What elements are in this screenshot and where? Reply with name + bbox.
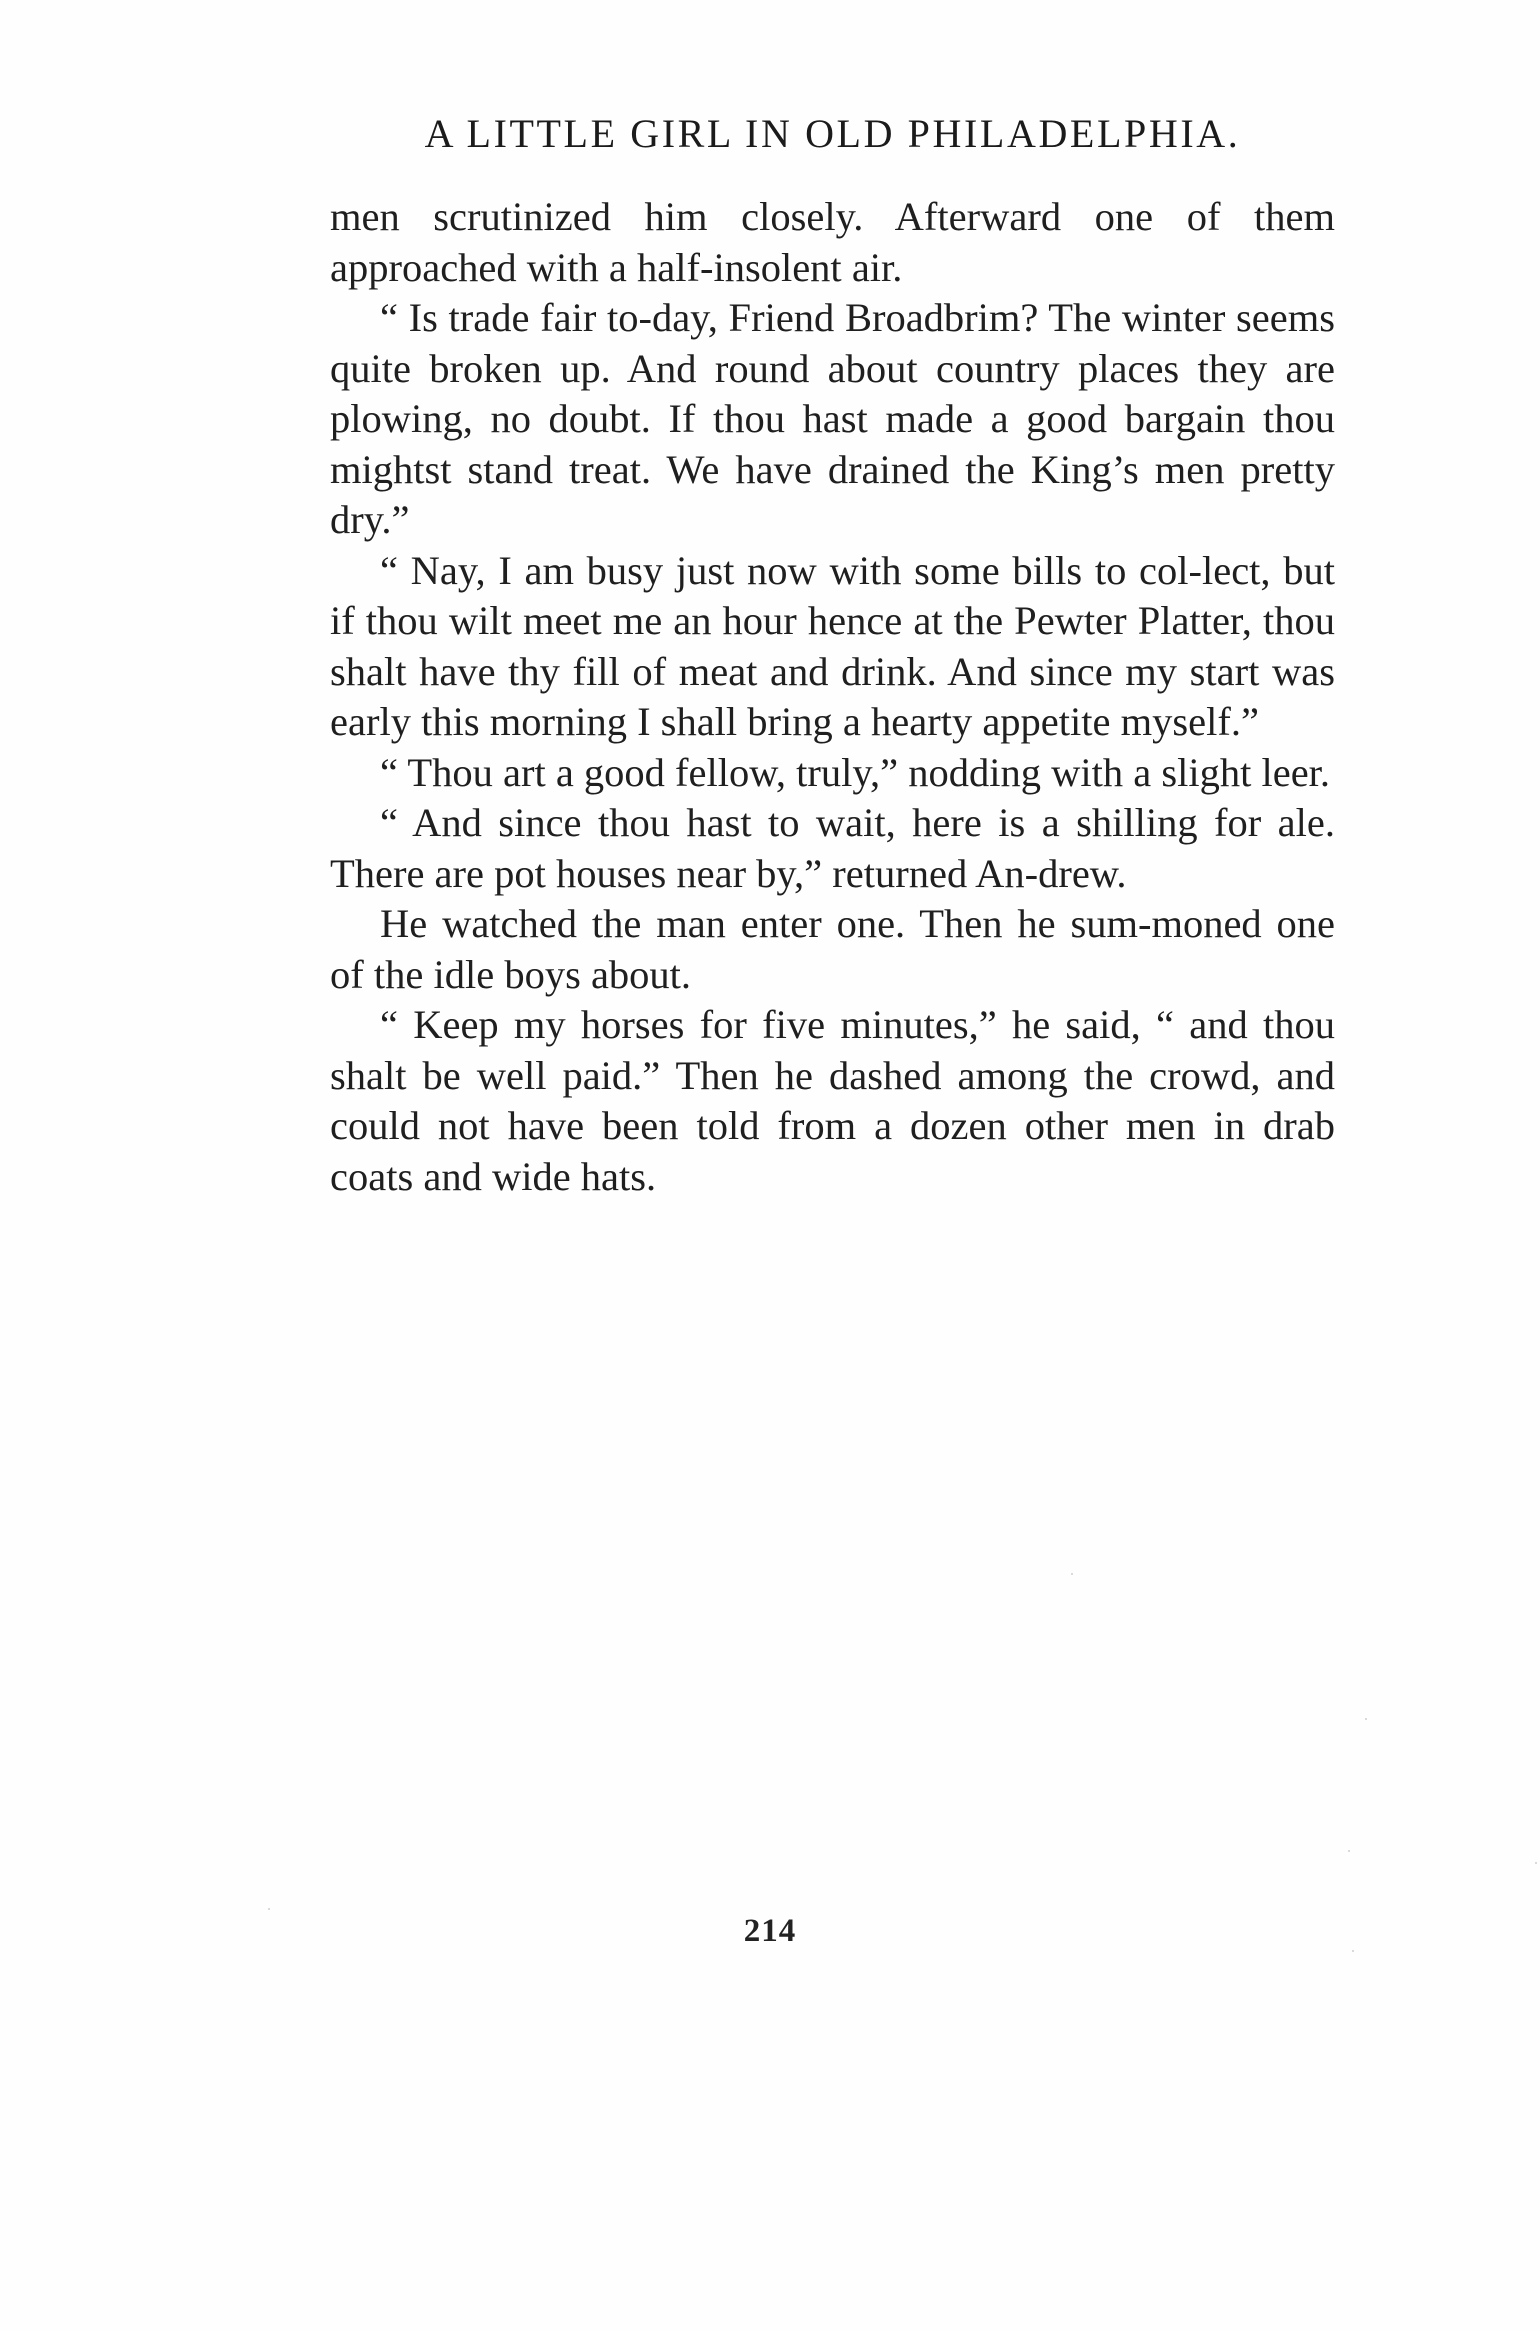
paragraph: “ Thou art a good fellow, truly,” nodding with a slight leer. [380, 749, 1331, 795]
paper-speck [1352, 1950, 1354, 1952]
paragraph: “ Nay, I am busy just now with some bills to col-lect, but if thou wilt meet me an hour hence at the Pewter Platter, thou shalt have thy fill of meat and drink. And since my start was early this morning I shall bring a hearty appetite myself.” [330, 547, 1335, 744]
paper-speck [1365, 1718, 1367, 1720]
body-text [330, 192, 1335, 1202]
paragraph: men scrutinized him closely. Afterward one of them approached with a half-insolent air. [330, 194, 1335, 290]
paragraph: “ Is trade fair to-day, Friend Broadbrim? The winter seems quite broken up. And round about country places they are plowing, no doubt. If thou hast made a good bargain thou mightst stand treat. We have drained the King’s men pretty dry.” [330, 295, 1335, 542]
paragraph: He watched the man enter one. Then he sum-moned one of the idle boys about. [330, 901, 1335, 997]
paragraph: “ Keep my horses for five minutes,” he said, “ and thou shalt be well paid.” Then he dashed among the crowd, and could not have been told from a dozen other men in drab coats and wide hats. [330, 1002, 1335, 1199]
paper-speck [1071, 1573, 1073, 1575]
running-head: A LITTLE GIRL IN OLD PHILADELPHIA. [424, 111, 1241, 156]
paper-speck [1348, 1850, 1350, 1852]
page-number: 214 [743, 1913, 797, 1949]
paper-speck [1535, 1862, 1537, 1864]
paper-speck [268, 1908, 270, 1910]
paragraph: “ And since thou hast to wait, here is a shilling for ale. There are pot houses near by,” returned An-drew. [330, 800, 1335, 896]
